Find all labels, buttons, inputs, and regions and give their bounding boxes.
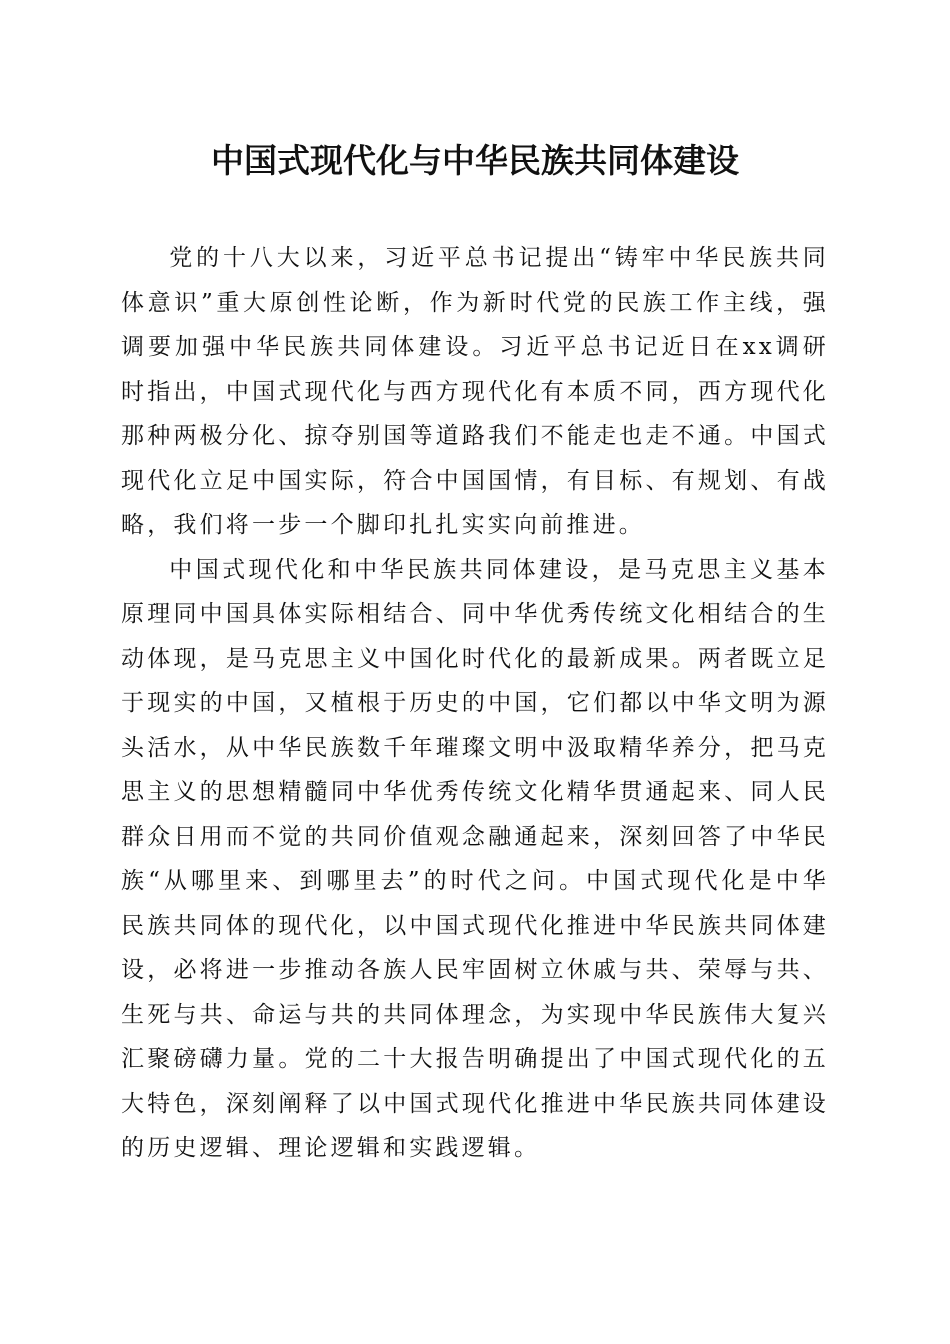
document-body [121, 236, 829, 1171]
document-title: 中国式现代化与中华民族共同体建设 [211, 141, 739, 180]
paragraph-2: 中国式现代化和中华民族共同体建设，是马克思主义基本原理同中国具体实际相结合、同中华优秀传统文化相结合的生动体现，是马克思主义中国化时代化的最新成果。两者既立足于现实的中国，又植根于历史的中国，它们都以中华文明为源头活水，从中华民族数千年璀璨文明中汲取精华养分，把马克思主义的思想精髓同中华优秀传统文化精华贯通起来、同人民群众日用而不觉的共同价值观念融通起来，深刻回答了中华民族“从哪里来、到哪里去”的时代之问。中国式现代化是中华民族共同体的现代化，以中国式现代化推进中华民族共同体建设，必将进一步推动各族人民牢固树立休戚与共、荣辱与共、生死与共、命运与共的共同体理念，为实现中华民族伟大复兴汇聚磅礴力量。党的二十大报告明确提出了中国式现代化的五大特色，深刻阐释了以中国式现代化推进中华民族共同体建设的历史逻辑、理论逻辑和实践逻辑。 [121, 556, 829, 1161]
paragraph-1: 党的十八大以来，习近平总书记提出“铸牢中华民族共同体意识”重大原创性论断，作为新时代党的民族工作主线，强调要加强中华民族共同体建设。习近平总书记近日在xx调研时指出，中国式现代化与西方现代化有本质不同，西方现代化那种两极分化、掠夺别国等道路我们不能走也走不通。中国式现代化立足中国实际，符合中国国情，有目标、有规划、有战略，我们将一步一个脚印扎扎实实向前推进。 [121, 245, 829, 538]
